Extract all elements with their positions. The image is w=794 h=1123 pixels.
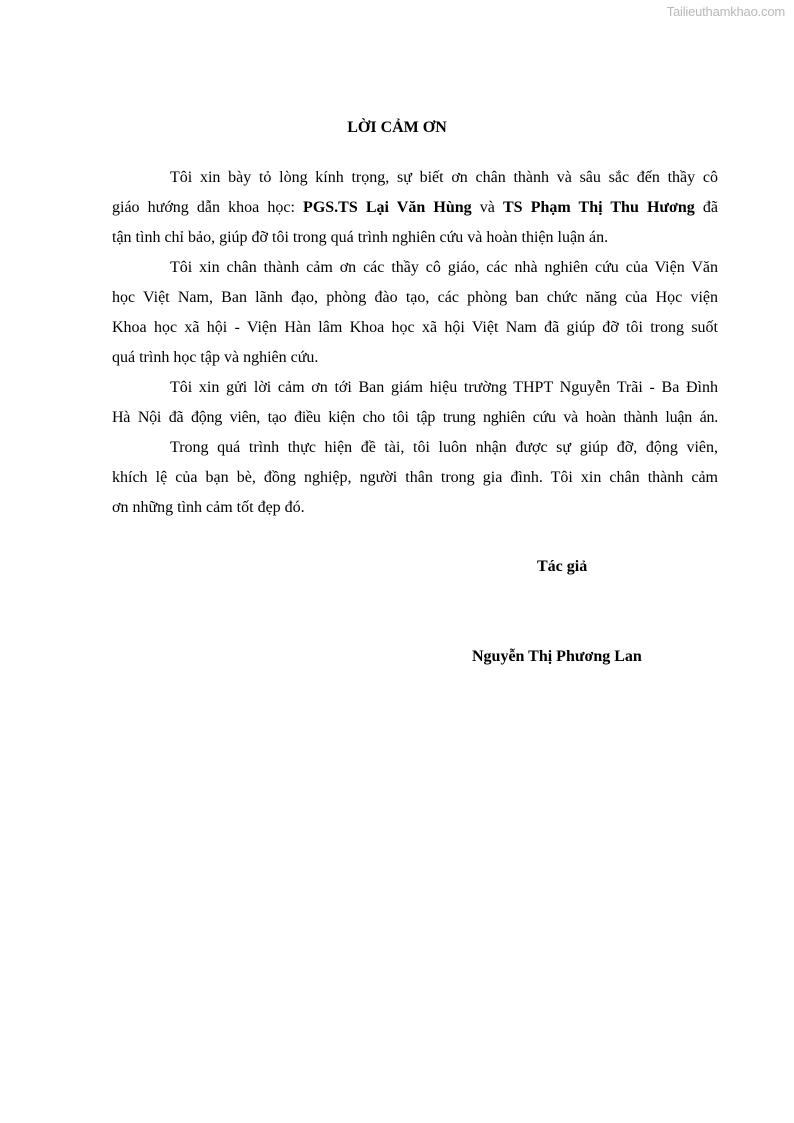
page-title: LỜI CẢM ƠN	[347, 119, 447, 136]
text-line: tận tình chỉ bảo, giúp đỡ tôi trong quá trình nghiên cứu và hoàn thiện luận án.	[112, 229, 609, 246]
text-span: đã	[694, 199, 719, 216]
advisor-name: TS Phạm Thị Thu Hương	[503, 199, 695, 216]
text-line: Trong quá trình thực hiện đề tài, tôi luôn nhận được sự giúp đỡ, động viên,	[170, 439, 718, 456]
text-span: giáo hướng dẫn khoa học:	[112, 199, 304, 216]
text-line: quá trình học tập và nghiên cứu.	[112, 349, 319, 366]
advisor-name: PGS.TS Lại Văn Hùng	[303, 199, 472, 216]
text-line: học Việt Nam, Ban lãnh đạo, phòng đào tạo, các phòng ban chức năng của Học viện	[112, 289, 718, 306]
text-line: Khoa học xã hội - Viện Hàn lâm Khoa học xã hội Việt Nam đã giúp đỡ tôi trong suốt	[112, 319, 718, 336]
text-line: Tôi xin chân thành cảm ơn các thầy cô giáo, các nhà nghiên cứu của Viện Văn	[170, 259, 718, 276]
text-line: Tôi xin gửi lời cảm ơn tới Ban giám hiệu trường THPT Nguyễn Trãi - Ba Đình	[170, 379, 718, 396]
text-line: ơn những tình cảm tốt đẹp đó.	[112, 499, 305, 516]
text-line: Tôi xin bày tỏ lòng kính trọng, sự biết ơn chân thành và sâu sắc đến thầy cô	[170, 169, 718, 186]
signature-label: Tác giả	[537, 558, 588, 575]
text-span: và	[471, 199, 503, 216]
author-name: Nguyễn Thị Phương Lan	[472, 648, 642, 665]
watermark: Tailieuthamkhao.com	[666, 4, 785, 19]
text-line: Hà Nội đã động viên, tạo điều kiện cho tôi tập trung nghiên cứu và hoàn thành luận án.	[112, 409, 718, 426]
text-line: khích lệ của bạn bè, đồng nghiệp, người thân trong gia đình. Tôi xin chân thành cảm	[112, 469, 718, 486]
text-line	[112, 198, 718, 218]
